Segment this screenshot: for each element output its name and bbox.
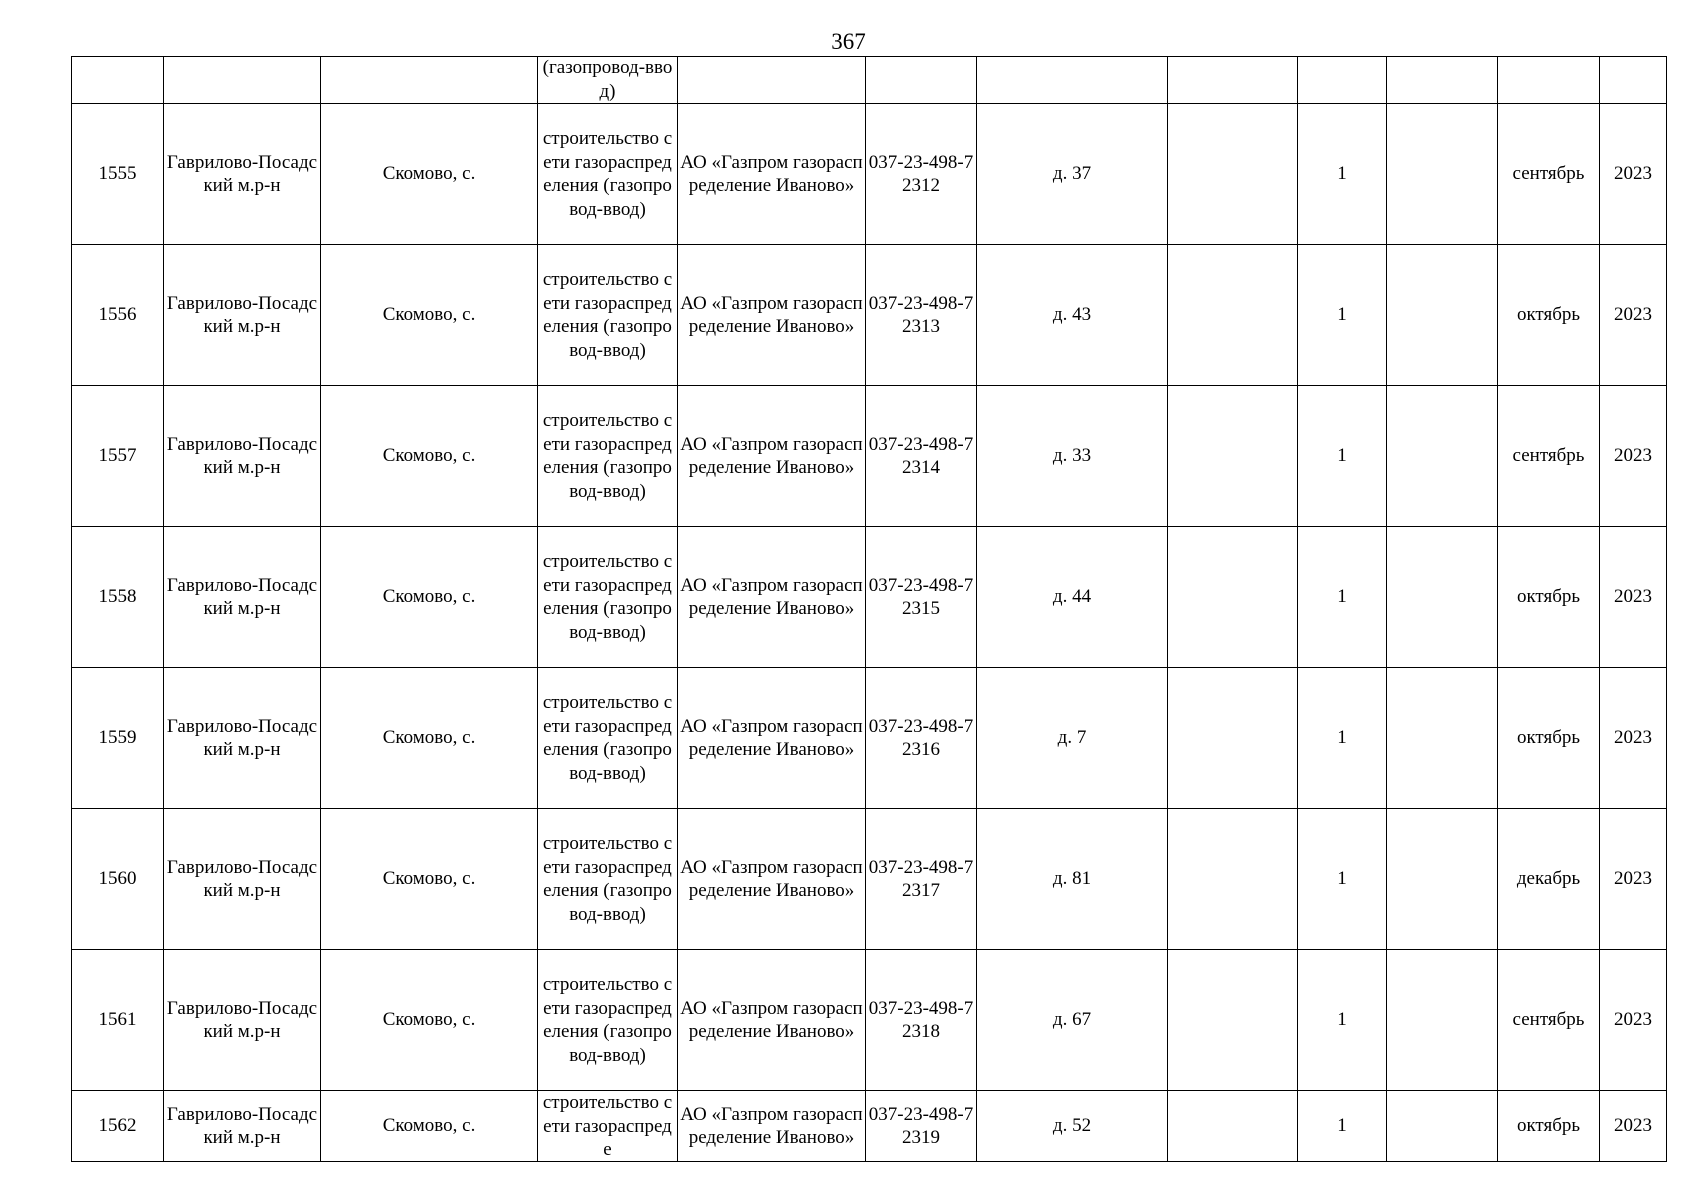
month-text: октябрь <box>1516 727 1581 749</box>
district-cell <box>164 245 321 386</box>
row-number-cell <box>72 809 164 950</box>
count-text: 1 <box>1337 1009 1347 1031</box>
address-text: д. 43 <box>1052 304 1092 326</box>
year-text: 2023 <box>1614 304 1652 326</box>
address-text: д. 52 <box>1052 1115 1092 1137</box>
month-cell <box>1498 950 1600 1091</box>
month-text: октябрь <box>1516 1115 1581 1137</box>
address-text: д. 44 <box>1052 586 1092 608</box>
locality-cell <box>321 668 538 809</box>
purpose-text: строительство сети газораспреде <box>542 1092 673 1160</box>
empty-cell <box>1387 386 1498 527</box>
district-text: Гаврилово-Посадский м.р-н <box>166 1103 318 1148</box>
district-text: Гаврилово-Посадский м.р-н <box>166 856 318 901</box>
empty-cell <box>1168 245 1298 386</box>
operator-cell <box>678 245 866 386</box>
operator-cell <box>678 668 866 809</box>
year-cell <box>1600 950 1667 1091</box>
table-body <box>72 57 1667 1162</box>
purpose-cell <box>538 57 678 104</box>
month-cell <box>1498 809 1600 950</box>
count-text: 1 <box>1337 868 1347 890</box>
table-row-partial <box>72 1091 1667 1162</box>
empty-cell <box>1387 668 1498 809</box>
count-cell <box>1298 1091 1387 1162</box>
count-cell <box>1298 950 1387 1091</box>
table-row-carryover <box>72 57 1667 104</box>
row-number-text: 1556 <box>98 304 137 326</box>
operator-text: АО «Газпром газораспределение Иваново» <box>680 997 863 1042</box>
table-row <box>72 104 1667 245</box>
year-cell <box>1600 668 1667 809</box>
purpose-cell <box>538 809 678 950</box>
row-number-text: 1557 <box>98 445 137 467</box>
purpose-cell <box>538 386 678 527</box>
locality-cell <box>321 386 538 527</box>
purpose-text: строительство сети газораспределения (газопровод-ввод) <box>542 692 673 784</box>
code-cell <box>866 245 977 386</box>
operator-cell <box>678 104 866 245</box>
purpose-text: строительство сети газораспределения (газопровод-ввод) <box>542 974 673 1066</box>
count-text: 1 <box>1337 163 1347 185</box>
code-text: 037-23-498-72316 <box>868 715 974 760</box>
operator-cell <box>678 386 866 527</box>
code-cell <box>866 668 977 809</box>
empty-cell <box>1387 809 1498 950</box>
code-cell <box>866 950 977 1091</box>
address-cell <box>977 245 1168 386</box>
year-cell <box>1600 1091 1667 1162</box>
row-number-text: 1561 <box>98 1009 137 1031</box>
district-cell <box>164 950 321 1091</box>
purpose-cell <box>538 950 678 1091</box>
code-cell <box>866 104 977 245</box>
count-cell <box>1298 668 1387 809</box>
district-cell <box>164 527 321 668</box>
table-row <box>72 668 1667 809</box>
month-text: декабрь <box>1516 868 1581 890</box>
locality-cell <box>321 527 538 668</box>
empty-cell <box>1168 809 1298 950</box>
year-cell <box>1600 809 1667 950</box>
purpose-text: строительство сети газораспределения (газопровод-ввод) <box>542 269 673 361</box>
operator-text: АО «Газпром газораспределение Иваново» <box>680 151 863 196</box>
purpose-text: строительство сети газораспределения (газопровод-ввод) <box>542 551 673 643</box>
code-text: 037-23-498-72314 <box>868 433 974 478</box>
address-text: д. 33 <box>1052 445 1092 467</box>
count-cell <box>1298 386 1387 527</box>
empty-cell <box>1387 950 1498 1091</box>
operator-text: АО «Газпром газораспределение Иваново» <box>680 574 863 619</box>
locality-text: Скомово, с. <box>382 1115 476 1137</box>
locality-cell <box>321 245 538 386</box>
empty-cell <box>1168 668 1298 809</box>
district-cell <box>164 809 321 950</box>
code-text: 037-23-498-72313 <box>868 292 974 337</box>
address-cell <box>977 1091 1168 1162</box>
operator-cell <box>678 1091 866 1162</box>
year-text: 2023 <box>1614 445 1652 467</box>
code-cell <box>866 527 977 668</box>
count-cell <box>1298 104 1387 245</box>
count-text: 1 <box>1337 445 1347 467</box>
month-cell <box>1498 1091 1600 1162</box>
table-row <box>72 386 1667 527</box>
row-number-text: 1560 <box>98 868 137 890</box>
locality-text: Скомово, с. <box>382 163 476 185</box>
purpose-cell <box>538 1091 678 1162</box>
month-cell <box>1498 527 1600 668</box>
month-cell <box>1498 668 1600 809</box>
district-cell <box>164 386 321 527</box>
year-cell <box>1600 104 1667 245</box>
code-text: 037-23-498-72319 <box>868 1103 974 1148</box>
row-number-text: 1559 <box>98 727 137 749</box>
address-text: д. 37 <box>1052 163 1092 185</box>
empty-cell <box>1387 245 1498 386</box>
year-text: 2023 <box>1614 727 1652 749</box>
address-cell <box>977 104 1168 245</box>
locality-text: Скомово, с. <box>382 1009 476 1031</box>
count-text: 1 <box>1337 586 1347 608</box>
count-cell <box>1298 527 1387 668</box>
locality-text: Скомово, с. <box>382 727 476 749</box>
month-text: сентябрь <box>1512 445 1585 467</box>
address-cell <box>977 809 1168 950</box>
purpose-cell <box>538 527 678 668</box>
year-cell <box>1600 527 1667 668</box>
operator-text: АО «Газпром газораспределение Иваново» <box>680 856 863 901</box>
purpose-cell <box>538 668 678 809</box>
table-row <box>72 950 1667 1091</box>
locality-cell <box>321 809 538 950</box>
code-cell <box>866 386 977 527</box>
row-number-text: 1562 <box>98 1115 137 1137</box>
purpose-text: строительство сети газораспределения (газопровод-ввод) <box>542 128 673 220</box>
row-number-cell <box>72 1091 164 1162</box>
address-cell <box>977 668 1168 809</box>
row-number-text: 1555 <box>98 163 137 185</box>
empty-cell <box>1168 527 1298 668</box>
page-number: 367 <box>831 29 866 54</box>
year-text: 2023 <box>1614 586 1652 608</box>
row-number-cell <box>72 245 164 386</box>
operator-text: АО «Газпром газораспределение Иваново» <box>680 433 863 478</box>
operator-text: АО «Газпром газораспределение Иваново» <box>680 1103 863 1148</box>
count-text: 1 <box>1337 304 1347 326</box>
table-row <box>72 245 1667 386</box>
address-text: д. 81 <box>1052 868 1092 890</box>
year-text: 2023 <box>1614 1115 1652 1137</box>
locality-text: Скомово, с. <box>382 868 476 890</box>
purpose-text: (газопровод-ввод) <box>542 57 673 102</box>
year-text: 2023 <box>1614 1009 1652 1031</box>
code-text: 037-23-498-72318 <box>868 997 974 1042</box>
operator-cell <box>678 950 866 1091</box>
address-text: д. 67 <box>1052 1009 1092 1031</box>
locality-text: Скомово, с. <box>382 445 476 467</box>
operator-text: АО «Газпром газораспределение Иваново» <box>680 292 863 337</box>
row-number-cell <box>72 950 164 1091</box>
purpose-cell <box>538 245 678 386</box>
district-cell <box>164 668 321 809</box>
year-cell <box>1600 245 1667 386</box>
count-cell <box>1298 245 1387 386</box>
operator-cell <box>678 809 866 950</box>
row-number-cell <box>72 527 164 668</box>
code-cell <box>866 809 977 950</box>
year-cell <box>1600 386 1667 527</box>
year-text: 2023 <box>1614 163 1652 185</box>
month-cell <box>1498 104 1600 245</box>
row-number-text: 1558 <box>98 586 137 608</box>
month-cell <box>1498 386 1600 527</box>
month-text: октябрь <box>1516 586 1581 608</box>
empty-cell <box>1387 104 1498 245</box>
month-text: октябрь <box>1516 304 1581 326</box>
purpose-text: строительство сети газораспределения (газопровод-ввод) <box>542 410 673 502</box>
count-text: 1 <box>1337 1115 1347 1137</box>
address-cell <box>977 950 1168 1091</box>
month-cell <box>1498 245 1600 386</box>
locality-cell <box>321 104 538 245</box>
code-text: 037-23-498-72315 <box>868 574 974 619</box>
month-text: сентябрь <box>1512 1009 1585 1031</box>
code-text: 037-23-498-72317 <box>868 856 974 901</box>
address-text: д. 7 <box>1057 727 1087 749</box>
operator-cell <box>678 527 866 668</box>
operator-text: АО «Газпром газораспределение Иваново» <box>680 715 863 760</box>
locality-text: Скомово, с. <box>382 304 476 326</box>
row-number-cell <box>72 668 164 809</box>
locality-cell <box>321 1091 538 1162</box>
empty-cell <box>1168 1091 1298 1162</box>
table-row <box>72 527 1667 668</box>
address-cell <box>977 386 1168 527</box>
empty-cell <box>1387 527 1498 668</box>
month-text: сентябрь <box>1512 163 1585 185</box>
district-text: Гаврилово-Посадский м.р-н <box>166 715 318 760</box>
code-text: 037-23-498-72312 <box>868 151 974 196</box>
district-text: Гаврилово-Посадский м.р-н <box>166 574 318 619</box>
district-text: Гаврилово-Посадский м.р-н <box>166 151 318 196</box>
table-row <box>72 809 1667 950</box>
code-cell <box>866 1091 977 1162</box>
empty-cell <box>1387 1091 1498 1162</box>
count-cell <box>1298 809 1387 950</box>
purpose-cell <box>538 104 678 245</box>
purpose-text: строительство сети газораспределения (газопровод-ввод) <box>542 833 673 925</box>
row-number-cell <box>72 386 164 527</box>
district-text: Гаврилово-Посадский м.р-н <box>166 433 318 478</box>
empty-cell <box>1168 950 1298 1091</box>
row-number-cell <box>72 104 164 245</box>
empty-cell <box>1168 386 1298 527</box>
district-cell <box>164 104 321 245</box>
district-text: Гаврилово-Посадский м.р-н <box>166 997 318 1042</box>
empty-cell <box>1168 104 1298 245</box>
year-text: 2023 <box>1614 868 1652 890</box>
district-cell <box>164 1091 321 1162</box>
district-text: Гаврилово-Посадский м.р-н <box>166 292 318 337</box>
count-text: 1 <box>1337 727 1347 749</box>
address-cell <box>977 527 1168 668</box>
register-table <box>71 56 1667 1162</box>
locality-text: Скомово, с. <box>382 586 476 608</box>
locality-cell <box>321 950 538 1091</box>
